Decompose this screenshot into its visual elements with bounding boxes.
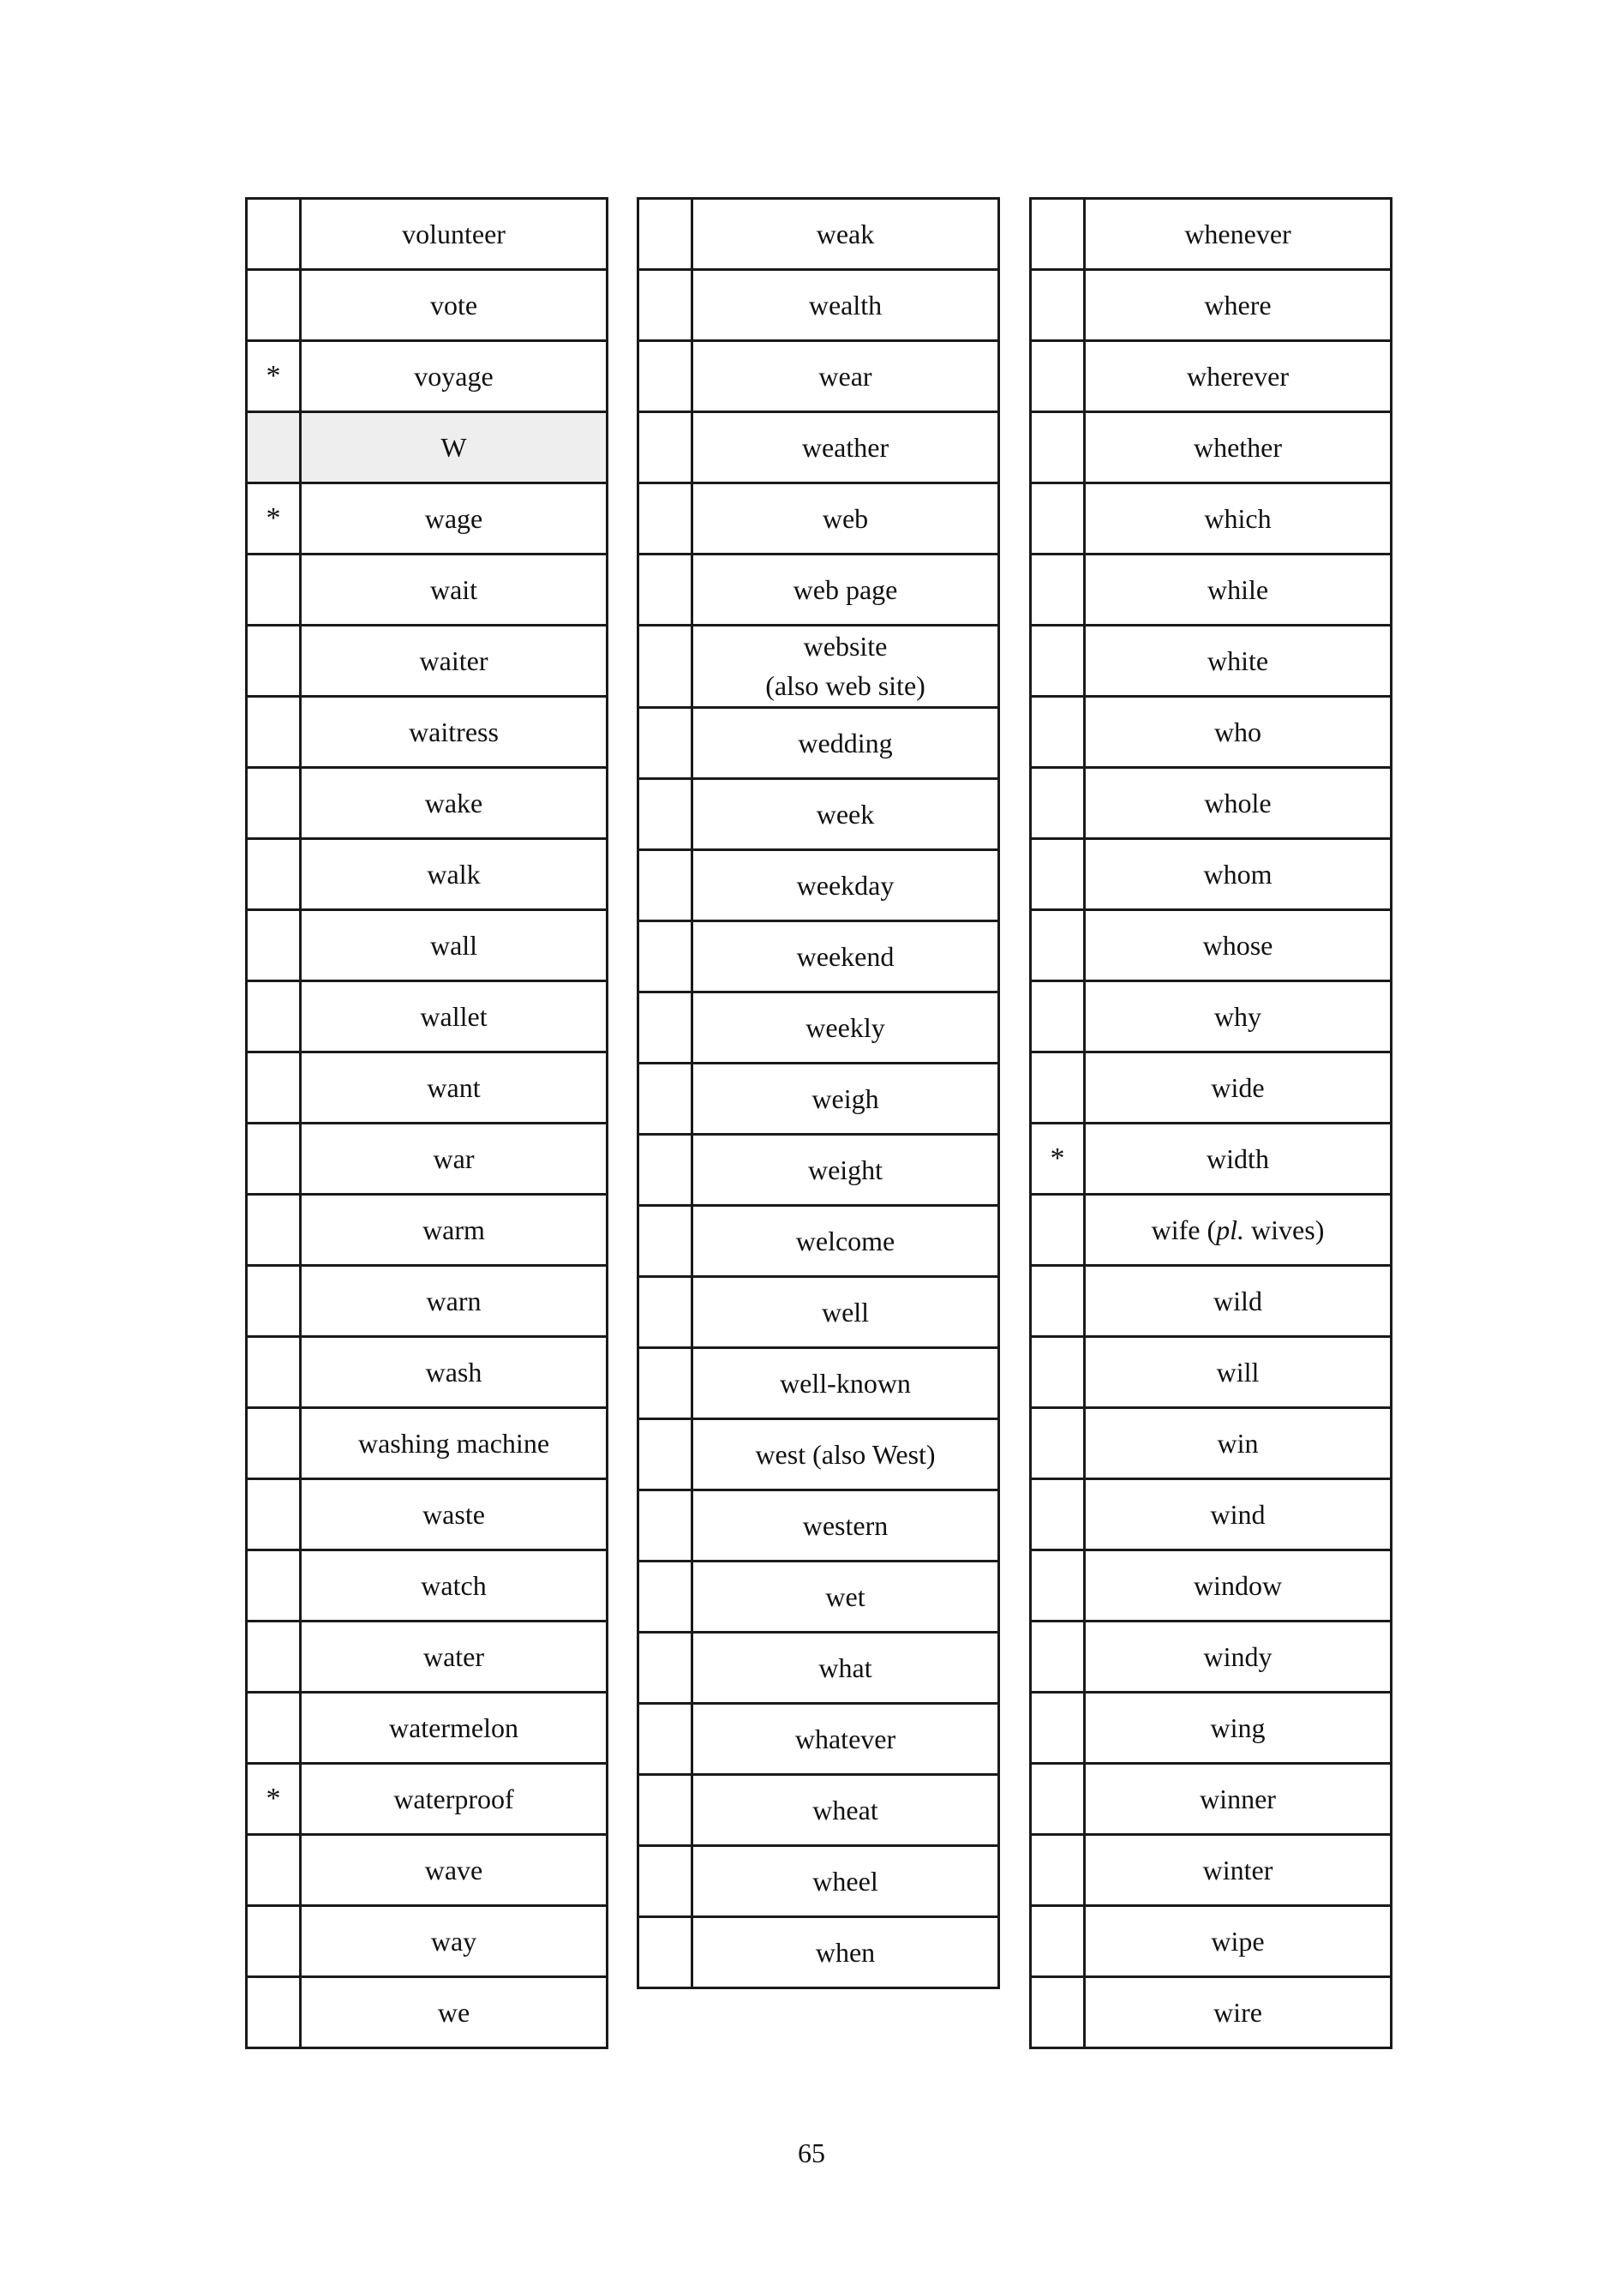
table-row xyxy=(247,270,608,341)
word-cell: weight xyxy=(692,1134,999,1205)
mark-cell xyxy=(247,1337,301,1408)
mark-cell xyxy=(247,697,301,768)
table-row xyxy=(1031,341,1392,412)
mark-cell xyxy=(1031,1764,1085,1835)
word-cell: who xyxy=(1085,697,1392,768)
mark-cell xyxy=(638,1845,692,1916)
table-row xyxy=(1031,1479,1392,1550)
word-cell: wide xyxy=(1085,1052,1392,1124)
mark-cell xyxy=(247,1052,301,1124)
table-row xyxy=(1031,483,1392,555)
table-row xyxy=(1031,1764,1392,1835)
mark-cell xyxy=(638,412,692,483)
table-row xyxy=(638,270,999,341)
table-row xyxy=(638,1916,999,1987)
mark-cell: * xyxy=(247,483,301,555)
table-row xyxy=(1031,839,1392,910)
word-cell: windy xyxy=(1085,1622,1392,1693)
word-cell: wet xyxy=(692,1561,999,1632)
word-cell xyxy=(1085,1195,1392,1266)
word-cell: volunteer xyxy=(301,199,608,270)
word-cell: wait xyxy=(301,555,608,626)
table-row xyxy=(247,199,608,270)
table-row xyxy=(247,1622,608,1693)
word-cell: wire xyxy=(1085,1977,1392,2048)
table-row xyxy=(247,555,608,626)
mark-cell xyxy=(1031,1479,1085,1550)
mark-cell xyxy=(247,199,301,270)
table-row xyxy=(247,1408,608,1479)
mark-cell xyxy=(638,270,692,341)
word-cell: well xyxy=(692,1276,999,1347)
word-cell: waste xyxy=(301,1479,608,1550)
word-cell: wealth xyxy=(692,270,999,341)
word-cell: waiter xyxy=(301,626,608,697)
section-letter: W xyxy=(301,412,608,483)
word-cell: whole xyxy=(1085,768,1392,839)
table-row xyxy=(638,1490,999,1561)
mark-cell xyxy=(1031,1052,1085,1124)
mark-cell xyxy=(638,849,692,920)
table-row xyxy=(247,1764,608,1835)
mark-cell xyxy=(638,992,692,1063)
word-cell: warm xyxy=(301,1195,608,1266)
table-row xyxy=(247,697,608,768)
table-row xyxy=(638,849,999,920)
word-cell: web page xyxy=(692,555,999,626)
mark-cell xyxy=(247,981,301,1052)
word-cell: whatever xyxy=(692,1703,999,1774)
table-row xyxy=(1031,1835,1392,1906)
mark-cell xyxy=(638,1916,692,1987)
table-row xyxy=(1031,1124,1392,1195)
word-cell: weekday xyxy=(692,849,999,920)
table-row xyxy=(638,1561,999,1632)
word-cell: west (also West) xyxy=(692,1418,999,1490)
mark-cell xyxy=(638,1774,692,1845)
word-cell: warn xyxy=(301,1266,608,1337)
table-row xyxy=(1031,1906,1392,1977)
word-cell: welcome xyxy=(692,1205,999,1276)
table-row xyxy=(1031,270,1392,341)
table-row xyxy=(1031,1622,1392,1693)
table-row xyxy=(247,626,608,697)
table-row xyxy=(638,707,999,778)
word-cell: wipe xyxy=(1085,1906,1392,1977)
table-row xyxy=(247,1337,608,1408)
table-row xyxy=(247,1124,608,1195)
mark-cell xyxy=(247,1977,301,2048)
word-cell: where xyxy=(1085,270,1392,341)
word-cell: wage xyxy=(301,483,608,555)
word-text: wife ( xyxy=(1151,1214,1217,1245)
table-row xyxy=(1031,981,1392,1052)
word-cell: whether xyxy=(1085,412,1392,483)
mark-cell xyxy=(638,778,692,849)
table-row xyxy=(1031,1195,1392,1266)
mark-cell xyxy=(1031,341,1085,412)
word-note: (also web site) xyxy=(765,670,925,702)
word-cell: winter xyxy=(1085,1835,1392,1906)
table-row xyxy=(638,778,999,849)
table-row xyxy=(1031,555,1392,626)
mark-cell xyxy=(638,1347,692,1418)
word-cell: whose xyxy=(1085,910,1392,981)
word-cell: western xyxy=(692,1490,999,1561)
mark-cell xyxy=(1031,1337,1085,1408)
table-row xyxy=(1031,199,1392,270)
mark-cell xyxy=(638,1703,692,1774)
table-row xyxy=(1031,1693,1392,1764)
word-table-column-1 xyxy=(245,197,608,2049)
word-cell: win xyxy=(1085,1408,1392,1479)
word-cell: while xyxy=(1085,555,1392,626)
mark-cell xyxy=(1031,626,1085,697)
word-cell: waterproof xyxy=(301,1764,608,1835)
word-cell: war xyxy=(301,1124,608,1195)
word-cell: why xyxy=(1085,981,1392,1052)
table-row xyxy=(247,1977,608,2048)
mark-cell xyxy=(1031,1906,1085,1977)
word-table-column-2 xyxy=(637,197,1000,1989)
mark-cell xyxy=(1031,1408,1085,1479)
table-row xyxy=(1031,412,1392,483)
mark-cell xyxy=(638,483,692,555)
word-cell: weigh xyxy=(692,1063,999,1134)
mark-cell xyxy=(247,1408,301,1479)
word-note: wives) xyxy=(1244,1214,1325,1245)
table-row xyxy=(638,1205,999,1276)
table-row xyxy=(638,1418,999,1490)
mark-cell xyxy=(638,626,692,708)
mark-cell xyxy=(247,1266,301,1337)
mark-cell xyxy=(247,412,301,483)
word-cell: weekend xyxy=(692,920,999,992)
mark-cell xyxy=(1031,1977,1085,2048)
word-cell: weekly xyxy=(692,992,999,1063)
table-row xyxy=(1031,1266,1392,1337)
word-cell: when xyxy=(692,1916,999,1987)
table-row xyxy=(638,992,999,1063)
table-row xyxy=(247,1266,608,1337)
section-header-row xyxy=(247,412,608,483)
word-cell: watermelon xyxy=(301,1693,608,1764)
word-cell: vote xyxy=(301,270,608,341)
mark-cell xyxy=(638,1418,692,1490)
table-row xyxy=(247,1052,608,1124)
mark-cell xyxy=(247,839,301,910)
mark-cell xyxy=(1031,697,1085,768)
table-row xyxy=(247,1835,608,1906)
word-cell: wheat xyxy=(692,1774,999,1845)
word-cell: wedding xyxy=(692,707,999,778)
mark-cell xyxy=(638,1490,692,1561)
word-cell: washing machine xyxy=(301,1408,608,1479)
table-row xyxy=(1031,768,1392,839)
word-cell: waitress xyxy=(301,697,608,768)
word-cell: wheel xyxy=(692,1845,999,1916)
word-cell: we xyxy=(301,1977,608,2048)
table-row xyxy=(247,910,608,981)
word-cell: wash xyxy=(301,1337,608,1408)
mark-cell xyxy=(1031,1266,1085,1337)
word-cell: wake xyxy=(301,768,608,839)
mark-cell xyxy=(247,555,301,626)
mark-cell xyxy=(638,707,692,778)
mark-cell xyxy=(1031,1835,1085,1906)
mark-cell xyxy=(638,1276,692,1347)
mark-cell xyxy=(1031,412,1085,483)
word-cell: whom xyxy=(1085,839,1392,910)
word-cell: wear xyxy=(692,341,999,412)
table-row xyxy=(1031,1550,1392,1622)
mark-cell xyxy=(1031,1195,1085,1266)
mark-cell xyxy=(247,270,301,341)
mark-cell xyxy=(638,1205,692,1276)
word-cell: walk xyxy=(301,839,608,910)
word-cell: weak xyxy=(692,199,999,270)
table-row xyxy=(638,1845,999,1916)
mark-cell xyxy=(638,199,692,270)
table-row xyxy=(247,1195,608,1266)
table-row xyxy=(638,555,999,626)
word-cell: winner xyxy=(1085,1764,1392,1835)
table-row xyxy=(247,1550,608,1622)
table-row xyxy=(638,1347,999,1418)
word-cell: window xyxy=(1085,1550,1392,1622)
word-table-column-3 xyxy=(1029,197,1392,2049)
word-cell: wall xyxy=(301,910,608,981)
table-row xyxy=(638,1063,999,1134)
mark-cell xyxy=(638,1561,692,1632)
mark-cell xyxy=(1031,270,1085,341)
word-cell: web xyxy=(692,483,999,555)
table-row xyxy=(638,1134,999,1205)
page-number: 65 xyxy=(798,2137,825,2168)
mark-cell xyxy=(247,1195,301,1266)
table-row xyxy=(247,1479,608,1550)
mark-cell xyxy=(247,1550,301,1622)
mark-cell xyxy=(638,341,692,412)
word-cell: watch xyxy=(301,1550,608,1622)
table-row xyxy=(638,1703,999,1774)
mark-cell xyxy=(1031,1550,1085,1622)
table-row xyxy=(1031,626,1392,697)
word-cell: wallet xyxy=(301,981,608,1052)
table-row xyxy=(1031,1977,1392,2048)
mark-cell xyxy=(247,1479,301,1550)
table-row xyxy=(247,341,608,412)
word-cell: want xyxy=(301,1052,608,1124)
table-row xyxy=(247,981,608,1052)
word-cell: which xyxy=(1085,483,1392,555)
table-row xyxy=(638,1774,999,1845)
mark-cell xyxy=(1031,981,1085,1052)
table-row xyxy=(1031,910,1392,981)
table-row xyxy=(247,483,608,555)
word-cell: well-known xyxy=(692,1347,999,1418)
word-cell: way xyxy=(301,1906,608,1977)
word-cell: will xyxy=(1085,1337,1392,1408)
table-row xyxy=(638,1632,999,1703)
mark-cell xyxy=(638,1632,692,1703)
mark-cell: * xyxy=(247,1764,301,1835)
table-row xyxy=(1031,1337,1392,1408)
mark-cell xyxy=(247,1124,301,1195)
mark-cell xyxy=(638,1134,692,1205)
mark-cell xyxy=(247,1835,301,1906)
table-row xyxy=(247,839,608,910)
table-row xyxy=(638,341,999,412)
word-cell: white xyxy=(1085,626,1392,697)
word-cell: week xyxy=(692,778,999,849)
mark-cell xyxy=(1031,1693,1085,1764)
mark-cell xyxy=(1031,483,1085,555)
word-cell: what xyxy=(692,1632,999,1703)
mark-cell xyxy=(247,910,301,981)
mark-cell xyxy=(1031,555,1085,626)
word-cell: wild xyxy=(1085,1266,1392,1337)
word-cell: wherever xyxy=(1085,341,1392,412)
word-text: website xyxy=(803,631,888,662)
table-row xyxy=(1031,697,1392,768)
word-abbrev: pl. xyxy=(1216,1214,1245,1245)
table-row xyxy=(638,1276,999,1347)
mark-cell: * xyxy=(247,341,301,412)
word-cell: wave xyxy=(301,1835,608,1906)
mark-cell: * xyxy=(1031,1124,1085,1195)
table-row xyxy=(638,920,999,992)
mark-cell xyxy=(1031,199,1085,270)
mark-cell xyxy=(1031,910,1085,981)
table-row xyxy=(247,1693,608,1764)
mark-cell xyxy=(247,1906,301,1977)
table-row xyxy=(247,768,608,839)
table-row xyxy=(638,483,999,555)
mark-cell xyxy=(638,555,692,626)
mark-cell xyxy=(638,1063,692,1134)
word-cell xyxy=(692,626,999,708)
mark-cell xyxy=(1031,839,1085,910)
word-cell: wing xyxy=(1085,1693,1392,1764)
mark-cell xyxy=(247,768,301,839)
table-row xyxy=(247,1906,608,1977)
word-cell: whenever xyxy=(1085,199,1392,270)
word-cell: water xyxy=(301,1622,608,1693)
word-cell: wind xyxy=(1085,1479,1392,1550)
word-cell: width xyxy=(1085,1124,1392,1195)
mark-cell xyxy=(247,626,301,697)
mark-cell xyxy=(638,920,692,992)
word-cell: weather xyxy=(692,412,999,483)
table-row xyxy=(1031,1052,1392,1124)
mark-cell xyxy=(247,1622,301,1693)
mark-cell xyxy=(1031,768,1085,839)
mark-cell xyxy=(247,1693,301,1764)
table-row xyxy=(638,412,999,483)
word-cell: voyage xyxy=(301,341,608,412)
table-row xyxy=(638,199,999,270)
table-row xyxy=(1031,1408,1392,1479)
mark-cell xyxy=(1031,1622,1085,1693)
